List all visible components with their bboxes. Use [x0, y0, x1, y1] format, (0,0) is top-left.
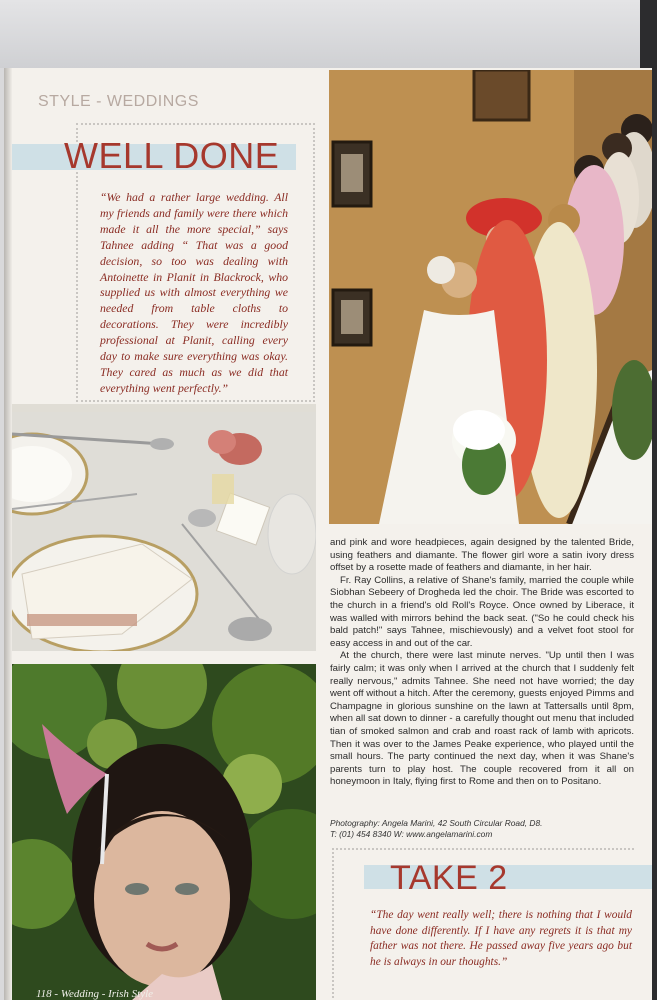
well-done-quote: “We had a rather large wedding. All my friends and family were there which made it all the more special,” says Tahnee adding “ That was a good decision, so too was dealing with Antoinette in Planit in Blackrock, who supplied us with almost everything we needed from table cloths to decorations. They were incredibly professional at Planit, calling every day to make sure everything was okay. They cared as much as we did that everything went perfectly.”	[100, 190, 288, 395]
magazine-page	[4, 68, 652, 1000]
photo-credit-line: Photography: Angela Marini, 42 South Circular Road, D8.	[330, 818, 543, 828]
take-two-headline: TAKE 2	[390, 859, 508, 897]
article-body	[330, 537, 634, 789]
photo-credit	[330, 818, 630, 840]
article-paragraph: and pink and wore headpieces, again designed by the talented Bride, using feathers and diamante. The flower girl wore a satin ivory dress offset by a rosette made of feathers and diamante, in her hair.	[330, 537, 634, 574]
article-paragraph: Fr. Ray Collins, a relative of Shane's family, married the couple while Siobhan Sebeery of Drogheda led the choir. The Bride was escorted to the church in a friend's old Roll's Royce. Once owned by Liberace, it was walled with mirrors behind the back seat. ("So he could check his bald patch!" says Tahnee, mischievously) and a velvet foot stool for easy access in and out of the car.	[330, 574, 634, 649]
article-paragraph: At the church, there were last minute nerves. "Up until then I was fairly calm; it was only when I arrived at the church that I suddenly felt really nervous," admits Tahnee. She need not have worried; the day went off without a hitch. After the ceremony, guests enjoyed Pimms and Champagne in glorious sunshine on the lawn at Tattersalls until 8pm, when all sat down to dinner - a carefully thought out menu that included tian of smoked salmon and crab and roast rack of lamb with apricots. Then it was over to the James Peake experience, who played until the small hours. The party continued the next day, when it was Shane's parents turn to play host. The couple recovered from it all on honeymoon in Italy, flying first to Rome and then on to Positano.	[330, 650, 634, 788]
wedding-party-photo	[329, 70, 652, 524]
take-two-quote: “The day went really well; there is nothing that I would have done differently. If I have any regrets it is that my father was not there. He passed away five years ago but he is always in our thoughts.”	[370, 909, 632, 968]
page-gutter	[4, 68, 12, 1000]
scan-background	[0, 0, 657, 68]
bridesmaid-portrait-photo	[12, 664, 316, 1000]
well-done-headline: WELL DONE	[64, 135, 280, 176]
table-setting-photo	[12, 404, 316, 651]
photo-credit-contact: T: (01) 454 8340 W: www.angelamarini.com	[330, 829, 493, 839]
section-label: STYLE - WEDDINGS	[38, 93, 199, 110]
page-folio: 118 - Wedding - Irish Style	[36, 988, 154, 1000]
